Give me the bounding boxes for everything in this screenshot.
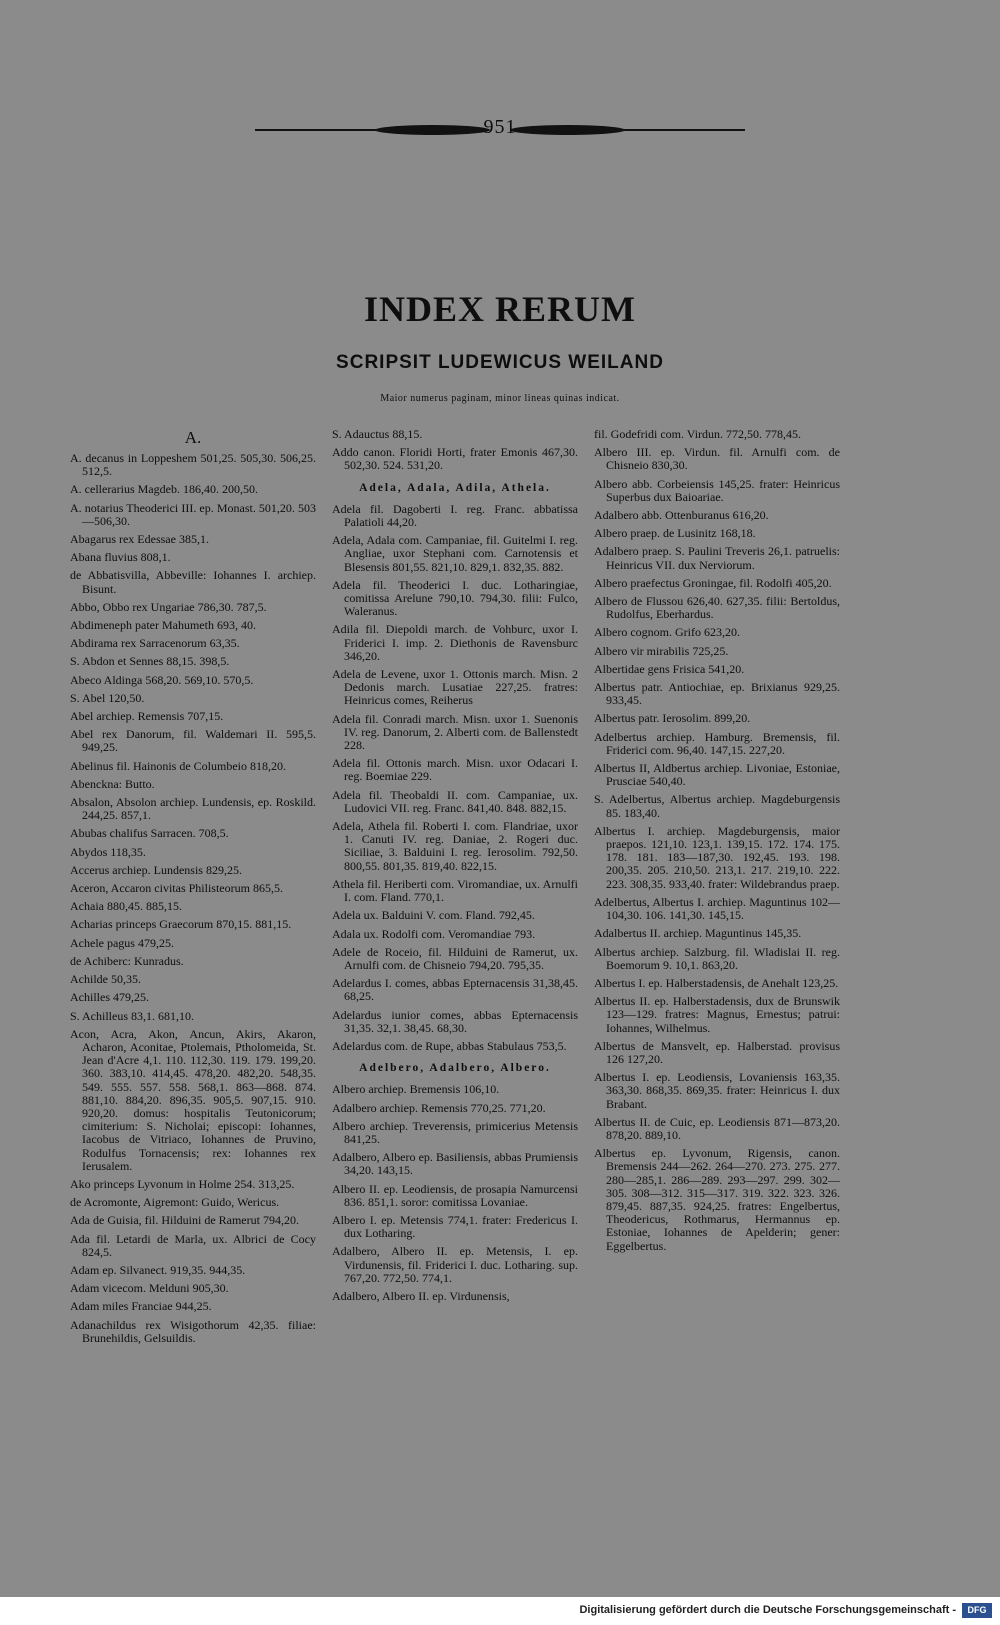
index-entry: Achilles 479,25. bbox=[70, 990, 149, 1005]
footer-bar bbox=[0, 1597, 1000, 1625]
index-entry: de Acromonte, Aigremont: Guido, Wericus. bbox=[70, 1195, 280, 1210]
index-entry: Ada de Guisia, fil. Hilduini de Ramerut 794,20. bbox=[70, 1213, 299, 1228]
index-entry: Ada fil. Letardi de Marla, ux. Albrici de Cocy 824,5. bbox=[70, 1231, 316, 1259]
index-entry: Adam vicecom. Melduni 905,30. bbox=[70, 1281, 229, 1296]
index-entry: Albero III. ep. Virdun. fil. Arnulfi com. de Chisneio 830,30. bbox=[594, 445, 840, 473]
index-entry: Adela fil. Ottonis march. Misn. uxor Odacari I. reg. Boemiae 229. bbox=[332, 756, 578, 784]
index-entry: Athela fil. Heriberti com. Viromandiae, ux. Arnulfi I. com. Fland. 770,1. bbox=[332, 876, 578, 905]
index-entry: Albertus I. archiep. Magdeburgensis, maior praepos. 121,10. 123,1. 139,15. 172. 174. 175. 178. 181. 183—187,30. 192,45. 193. 198. 200,35. 205. 210,50. 213,1. 217. 219,10. 222. 223. 308,35. 933,40. frater: Wildebrandus praep. bbox=[594, 823, 840, 891]
index-entry: Adela, Adala com. Campaniae, fil. Guitelmi I. reg. Angliae, uxor Stephani com. Carnotensis et Blesensis 801,55. 821,10. 829,1. 832,35. 882. bbox=[332, 533, 578, 574]
index-entry: Albero archiep. Bremensis 106,10. bbox=[332, 1082, 500, 1097]
index-entry: Albertus I. ep. Halberstadensis, de Anehalt 123,25. bbox=[594, 975, 839, 990]
index-entry: Albero de Flussou 626,40. 627,35. filii: Bertoldus, Rudolfus, Eberhardus. bbox=[594, 594, 840, 622]
index-column-3 bbox=[594, 428, 840, 1258]
index-entry: Adela, Athela fil. Roberti I. com. Flandriae, uxor 1. Canuti IV. reg. Daniae, 2. Rogeri duc. Siciliae, 3. Balduini I. reg. Ierosolim. 792,50. 800,55. 801,35. 819,40. 822,15. bbox=[332, 819, 578, 873]
index-entry: Albero cognom. Grifo 623,20. bbox=[594, 625, 740, 640]
index-entry: Albertus I. ep. Leodiensis, Lovaniensis 163,35. 363,30. 868,35. 869,35. frater: Heinricus I. dux Brabant. bbox=[594, 1070, 840, 1111]
index-entry: Albertus patr. Antiochiae, ep. Brixianus 929,25. 933,45. bbox=[594, 680, 840, 708]
index-entry: Adelbertus, Albertus I. archiep. Maguntinus 102—104,30. 106. 141,30. 145,15. bbox=[594, 894, 840, 923]
dfg-logo: DFG bbox=[962, 1603, 992, 1618]
index-entry: Adela ux. Balduini V. com. Fland. 792,45. bbox=[332, 908, 535, 923]
section-heading: Adelbero, Adalbero, Albero. bbox=[359, 1062, 551, 1075]
index-entry: Adelbertus archiep. Hamburg. Bremensis, fil. Friderici com. 96,40. 147,15. 227,20. bbox=[594, 729, 840, 757]
index-entry: Albero praefectus Groningae, fil. Rodolfi 405,20. bbox=[594, 575, 832, 590]
index-entry: Abel rex Danorum, fil. Waldemari II. 595,5. 949,25. bbox=[70, 727, 316, 755]
index-entry: Accerus archiep. Lundensis 829,25. bbox=[70, 862, 242, 877]
index-entry: Absalon, Absolon archiep. Lundensis, ep. Roskild. 244,25. 857,1. bbox=[70, 795, 316, 823]
index-entry: Adela de Levene, uxor 1. Ottonis march. Misn. 2 Dedonis march. Lusatiae 227,25. fratres: Heinricus comes, Reiherus bbox=[332, 667, 578, 708]
index-entry: Adelardus com. de Rupe, abbas Stabulaus 753,5. bbox=[332, 1038, 567, 1053]
page-number: 951 bbox=[483, 116, 517, 138]
index-entry: Adela fil. Theobaldi II. com. Campaniae, ux. Ludovici VII. reg. Franc. 841,40. 848. 882,15. bbox=[332, 787, 578, 815]
index-entry: Abubas chalifus Sarracen. 708,5. bbox=[70, 826, 229, 841]
index-column-1 bbox=[70, 428, 316, 1350]
index-entry: Abydos 118,35. bbox=[70, 844, 146, 859]
index-entry: Abelinus fil. Hainonis de Columbeio 818,20. bbox=[70, 758, 286, 773]
index-entry: Albertus ep. Lyvonum, Rigensis, canon. Bremensis 244—262. 264—270. 273. 275. 277. 280—285,1. 286—289. 293—297. 299. 302—305. 308—312. 315—317. 319. 322. 323. 326. 879,45. 887,35. 924,25. fratres: Engelbertus, Theodericus, Rothmarus, Hermannus ep. Estoniae, Iohannes de Apelderin; gener: Eggelbertus. bbox=[594, 1146, 840, 1253]
index-entry: Achilde 50,35. bbox=[70, 972, 141, 987]
index-column-2 bbox=[332, 428, 578, 1308]
index-entry: Ako princeps Lyvonum in Holme 254. 313,25. bbox=[70, 1176, 295, 1191]
index-entry: Abeco Aldinga 568,20. 569,10. 570,5. bbox=[70, 672, 254, 687]
index-entry: de Achiberc: Kunradus. bbox=[70, 953, 184, 968]
index-entry: S. Abdon et Sennes 88,15. 398,5. bbox=[70, 654, 230, 669]
index-entry: Albero praep. de Lusinitz 168,18. bbox=[594, 526, 756, 541]
index-entry: A. decanus in Loppeshem 501,25. 505,30. 506,25. 512,5. bbox=[70, 451, 316, 479]
index-entry: Aceron, Accaron civitas Philisteorum 865,5. bbox=[70, 881, 283, 896]
index-entry: Addo canon. Floridi Horti, frater Emonis 467,30. 502,30. 524. 531,20. bbox=[332, 445, 578, 473]
index-entry: Adalbero, Albero ep. Basiliensis, abbas Prumiensis 34,20. 143,15. bbox=[332, 1150, 578, 1178]
index-note: Maior numerus paginam, minor lineas quinas indicat. bbox=[380, 393, 620, 404]
index-entry: Abdimeneph pater Mahumeth 693, 40. bbox=[70, 618, 256, 633]
index-entry: Adela fil. Theoderici I. duc. Lotharingiae, comitissa Arelune 790,10. 794,30. filii: Fulco, Waleranus. bbox=[332, 577, 578, 619]
index-entry: A. notarius Theoderici III. ep. Monast. 501,20. 503—506,30. bbox=[70, 500, 316, 528]
index-entry: Adalbero archiep. Remensis 770,25. 771,20. bbox=[332, 1100, 546, 1115]
index-entry: Albero abb. Corbeiensis 145,25. frater: Heinricus Superbus dux Baioariae. bbox=[594, 476, 840, 504]
index-entry: Albero vir mirabilis 725,25. bbox=[594, 643, 729, 658]
index-entry: Adelardus I. comes, abbas Epternacensis 31,38,45. 68,25. bbox=[332, 976, 578, 1004]
index-entry: Acon, Acra, Akon, Ancun, Akirs, Akaron, Acharon, Aconitae, Ptolemais, Ptholomeida, St. Jean d'Acre 4,1. 110. 112,30. 119. 179. 199,20. 360. 383,10. 414,45. 478,20. 482,20. 548,35. 549. 555. 557. 558. 568,1. 863—868. 874. 881,10. 884,20. 896,35. 905,5. 907,15. 910. 920,20. domus: hospitalis Teutonicorum; cimiterium: S. Nicholai; episcopi: Iohannes, Iacobus de Vitriaco, Iohannes de Pruvino, Rodulfus Tornacensis; rex: Iohannes rex Ierusalem. bbox=[70, 1026, 316, 1173]
index-entry: Adele de Roceio, fil. Hilduini de Ramerut, ux. Arnulfi com. de Chisneio 794,20. 795,35. bbox=[332, 944, 578, 972]
index-entry: Abdirama rex Sarracenorum 63,35. bbox=[70, 636, 240, 651]
index-entry: Adalbero praep. S. Paulini Treveris 26,1. patruelis: Heinricus VII. dux Nerviorum. bbox=[594, 544, 840, 572]
index-entry: Adalbero, Albero II. ep. Virdunensis, bbox=[332, 1288, 510, 1303]
index-entry: Adam miles Franciae 944,25. bbox=[70, 1299, 212, 1314]
letter-heading: A. bbox=[184, 428, 202, 447]
index-entry: A. cellerarius Magdeb. 186,40. 200,50. bbox=[70, 482, 258, 497]
index-entry: Acharias princeps Graecorum 870,15. 881,15. bbox=[70, 917, 292, 932]
index-entry: Albero archiep. Treverensis, primicerius Metensis 841,25. bbox=[332, 1118, 578, 1146]
index-entry: S. Abel 120,50. bbox=[70, 690, 145, 705]
page-title: INDEX RERUM bbox=[364, 289, 636, 329]
index-entry: Abagarus rex Edessae 385,1. bbox=[70, 532, 209, 547]
index-entry: Albertus de Mansvelt, ep. Halberstad. provisus 126 127,20. bbox=[594, 1038, 840, 1066]
index-entry: Albertus archiep. Salzburg. fil. Wladislai II. reg. Boemorum 9. 10,1. 863,20. bbox=[594, 944, 840, 972]
index-entry: Albertus II. de Cuic, ep. Leodiensis 871—873,20. 878,20. 889,10. bbox=[594, 1114, 840, 1142]
index-entry: Adam ep. Silvanect. 919,35. 944,35. bbox=[70, 1262, 246, 1277]
index-entry: Albertus II, Aldbertus archiep. Livoniae, Estoniae, Prusciae 540,40. bbox=[594, 761, 840, 789]
index-entry: S. Adauctus 88,15. bbox=[332, 427, 423, 441]
index-entry: Abenckna: Butto. bbox=[70, 776, 155, 791]
index-entry: Albertus II. ep. Halberstadensis, dux de Brunswik 123—129. fratres: Magnus, Ernestus; patrui: Iohannes, Wilhelmus. bbox=[594, 994, 840, 1035]
index-entry: Adila fil. Diepoldi march. de Vohburc, uxor I. Friderici I. imp. 2. Diethonis de Ravensburc 346,20. bbox=[332, 622, 578, 663]
index-entry: Albertidae gens Frisica 541,20. bbox=[594, 661, 745, 676]
index-entry: Adelardus iunior comes, abbas Epternacensis 31,35. 32,1. 38,45. 68,30. bbox=[332, 1007, 578, 1035]
index-entry: Abel archiep. Remensis 707,15. bbox=[70, 709, 224, 724]
index-entry: Albertus patr. Ierosolim. 899,20. bbox=[594, 711, 751, 726]
index-entry: S. Adelbertus, Albertus archiep. Magdeburgensis 85. 183,40. bbox=[594, 792, 840, 820]
index-entry: Adalbero, Albero II. ep. Metensis, I. ep. Virdunensis, fil. Friderici I. duc. Lotharing. sup. 767,20. 772,50. 774,1. bbox=[332, 1244, 578, 1285]
index-entry: Adela fil. Conradi march. Misn. uxor 1. Suenonis IV. reg. Danorum, 2. Alberti com. de Ballenstedt 228. bbox=[332, 711, 578, 753]
index-entry: Adalbertus II. archiep. Maguntinus 145,35. bbox=[594, 926, 802, 941]
index-entry: fil. Godefridi com. Virdun. 772,50. 778,45. bbox=[594, 427, 802, 441]
index-entry: Abana fluvius 808,1. bbox=[70, 550, 171, 565]
index-entry: Albero I. ep. Metensis 774,1. frater: Fredericus I. dux Lotharing. bbox=[332, 1212, 578, 1241]
index-entry: de Abbatisvilla, Abbeville: Iohannes I. archiep. Bisunt. bbox=[70, 568, 316, 596]
footer-credit: Digitalisierung gefördert durch die Deutsche Forschungsgemeinschaft - bbox=[579, 1604, 956, 1616]
index-entry: S. Achilleus 83,1. 681,10. bbox=[70, 1008, 195, 1023]
index-entry: Albero II. ep. Leodiensis, de prosapia Namurcensi 836. 851,1. soror: comitissa Lovaniae. bbox=[332, 1181, 578, 1209]
index-entry: Adela fil. Dagoberti I. reg. Franc. abbatissa Palatioli 44,20. bbox=[332, 501, 578, 530]
index-entry: Adalbero abb. Ottenburanus 616,20. bbox=[594, 508, 769, 523]
index-entry: Abbo, Obbo rex Ungariae 786,30. 787,5. bbox=[70, 599, 267, 614]
index-entry: Adanachildus rex Wisigothorum 42,35. filiae: Brunehildis, Gelsuildis. bbox=[70, 1317, 316, 1345]
index-entry: Adala ux. Rodolfi com. Veromandiae 793. bbox=[332, 926, 536, 941]
section-heading: Adela, Adala, Adila, Athela. bbox=[359, 481, 551, 494]
page-subtitle: SCRIPSIT LUDEWICUS WEILAND bbox=[336, 352, 664, 373]
index-entry: Achaia 880,45. 885,15. bbox=[70, 899, 182, 914]
index-entry: Achele pagus 479,25. bbox=[70, 935, 174, 950]
